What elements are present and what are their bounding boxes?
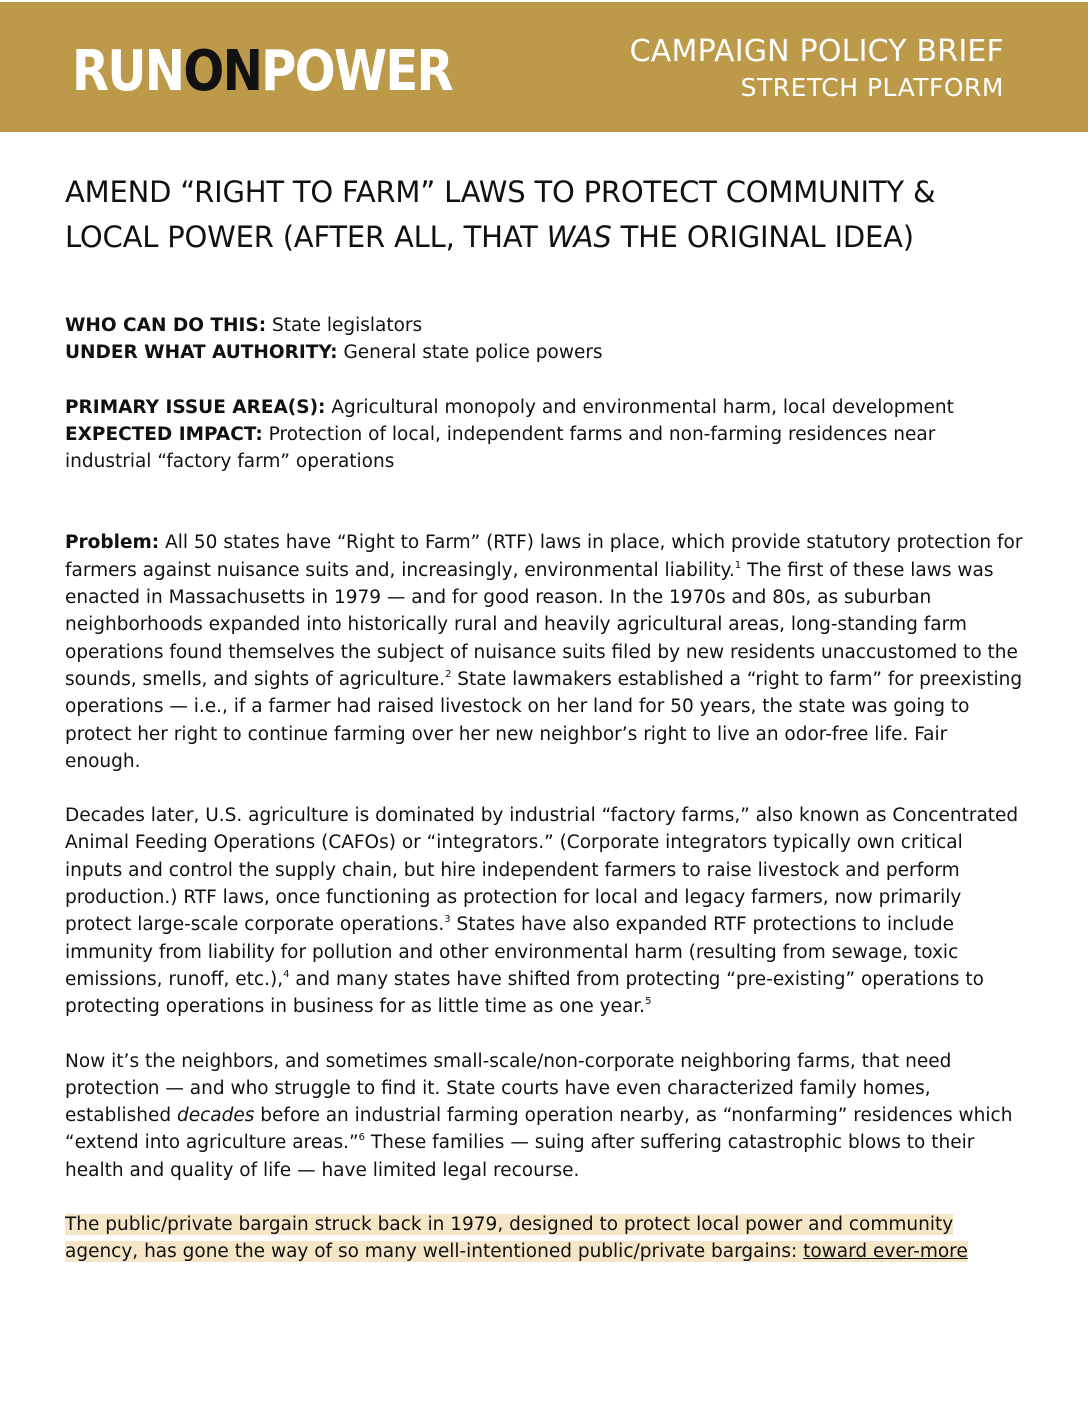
paragraph-text: before an industrial farming operation nearby, as “nonfarming” residences which “extend into agriculture areas.” (65, 1105, 1013, 1154)
paragraph-highlighted-bargain (65, 1211, 1023, 1266)
paragraph-text: The public/private bargain struck back in 1979, designed to protect local power and community agency, has gone the way of so many well-intentioned public/private bargains: (65, 1214, 954, 1263)
paragraph-decades-later (65, 802, 1023, 1020)
brief-title-line1: CAMPAIGN POLICY BRIEF (629, 34, 1004, 69)
meta-value: Protection of local, independent farms and non-farming residences near industrial “factory farm” operations (65, 423, 936, 473)
paragraph-text: Now it’s the neighbors, and sometimes small-scale/non-corporate neighboring farms, that need protection — and who struggle to find it. State courts have even characterized family homes, established (65, 1050, 952, 1127)
logo-part-run: RUN (72, 39, 184, 104)
meta-who-can-do-this (65, 312, 1023, 339)
meta-value: Agricultural monopoly and environmental harm, local development (325, 396, 954, 418)
paragraph-neighbors (65, 1048, 1023, 1184)
logo-part-power: POWER (261, 39, 452, 104)
meta-authority (65, 339, 1023, 366)
meta-block-issue (65, 394, 1023, 476)
meta-value: State legislators (266, 315, 423, 336)
paragraph-text: States have also expanded RTF protections to include immunity from liability for pollution and other environmental harm (resulting from sewage, toxic emissions, runoff, etc.), (65, 914, 959, 990)
brief-title (630, 32, 1004, 104)
footnote-ref[interactable]: 3 (444, 914, 451, 926)
title-emphasis: WAS (546, 220, 612, 254)
paragraph-text: All 50 states have “Right to Farm” (RTF) laws in place, which provide statutory protection for farmers against nuisance suits and, increasingly, environmental liability. (65, 532, 1023, 581)
paragraph-text: and many states have shifted from protecting “pre-existing” operations to protecting operations in business for as little time as one year. (65, 968, 984, 1018)
meta-label: EXPECTED IMPACT: (65, 423, 263, 445)
title-text-end: THE ORIGINAL IDEA) (611, 220, 914, 254)
meta-value: General state police powers (337, 342, 603, 364)
document-title (65, 170, 1023, 260)
meta-block-who (65, 312, 1023, 367)
paragraph-text: The first of these laws was enacted in Massachusetts in 1979 — and for good reason. In the 1970s and 80s, as suburban neighborhoods expanded into historically rural and heavily agricultural areas, long-standing farm operations found themselves the subject of nuisance suits filed by new residents unaccustomed to the sounds, smells, and sights of agriculture. (65, 559, 1018, 690)
emphasis-text: decades (177, 1105, 255, 1127)
paragraph-text: These families — suing after suffering catastrophic blows to their health and quality of life — have limited legal recourse. (65, 1132, 975, 1181)
paragraph-text: Decades later, U.S. agriculture is dominated by industrial “factory farms,” also known as Concentrated Animal Feeding Operations (CAFOs) or “integrators.” (Corporate integrators typically own critical inputs and control the supply chain, but hire independent farmers to raise livestock and perform production.) RTF laws, once functioning as protection for local and legacy farmers, now primarily protect large-scale corporate operations. (65, 805, 1019, 936)
meta-expected-impact (65, 421, 1023, 476)
meta-issue-area (65, 394, 1023, 421)
page-bottom-fade (0, 1372, 1088, 1406)
footnote-ref[interactable]: 2 (445, 668, 452, 680)
runonpower-logo (72, 39, 452, 104)
footnote-ref[interactable]: 4 (283, 968, 290, 980)
header-banner (0, 2, 1088, 132)
problem-label: Problem: (65, 532, 160, 554)
meta-label: UNDER WHAT AUTHORITY: (65, 342, 338, 364)
logo-part-on: ON (183, 39, 262, 104)
footnote-ref[interactable]: 1 (734, 559, 742, 571)
footnote-ref[interactable]: 6 (358, 1132, 365, 1144)
brief-title-line2: STRETCH PLATFORM (740, 73, 1004, 102)
document-body (65, 170, 1023, 1266)
paragraph-text: State lawmakers established a “right to farm” for preexisting operations — i.e., if a farmer had raised livestock on her land for 50 years, the state was going to protect her right to continue farming over her new neighbor’s right to live an odor-free life. Fair enough. (65, 668, 1023, 772)
paragraph-problem (65, 529, 1023, 775)
footnote-ref[interactable]: 5 (645, 996, 652, 1008)
meta-label: PRIMARY ISSUE AREA(S): (65, 396, 326, 418)
meta-label: WHO CAN DO THIS: (65, 315, 267, 336)
title-text-start: AMEND “RIGHT TO FARM” LAWS TO PROTECT COMMUNITY & LOCAL POWER (AFTER ALL, THAT (65, 175, 936, 254)
highlighted-text (65, 1214, 968, 1262)
underlined-link[interactable]: toward ever-more (803, 1241, 968, 1263)
